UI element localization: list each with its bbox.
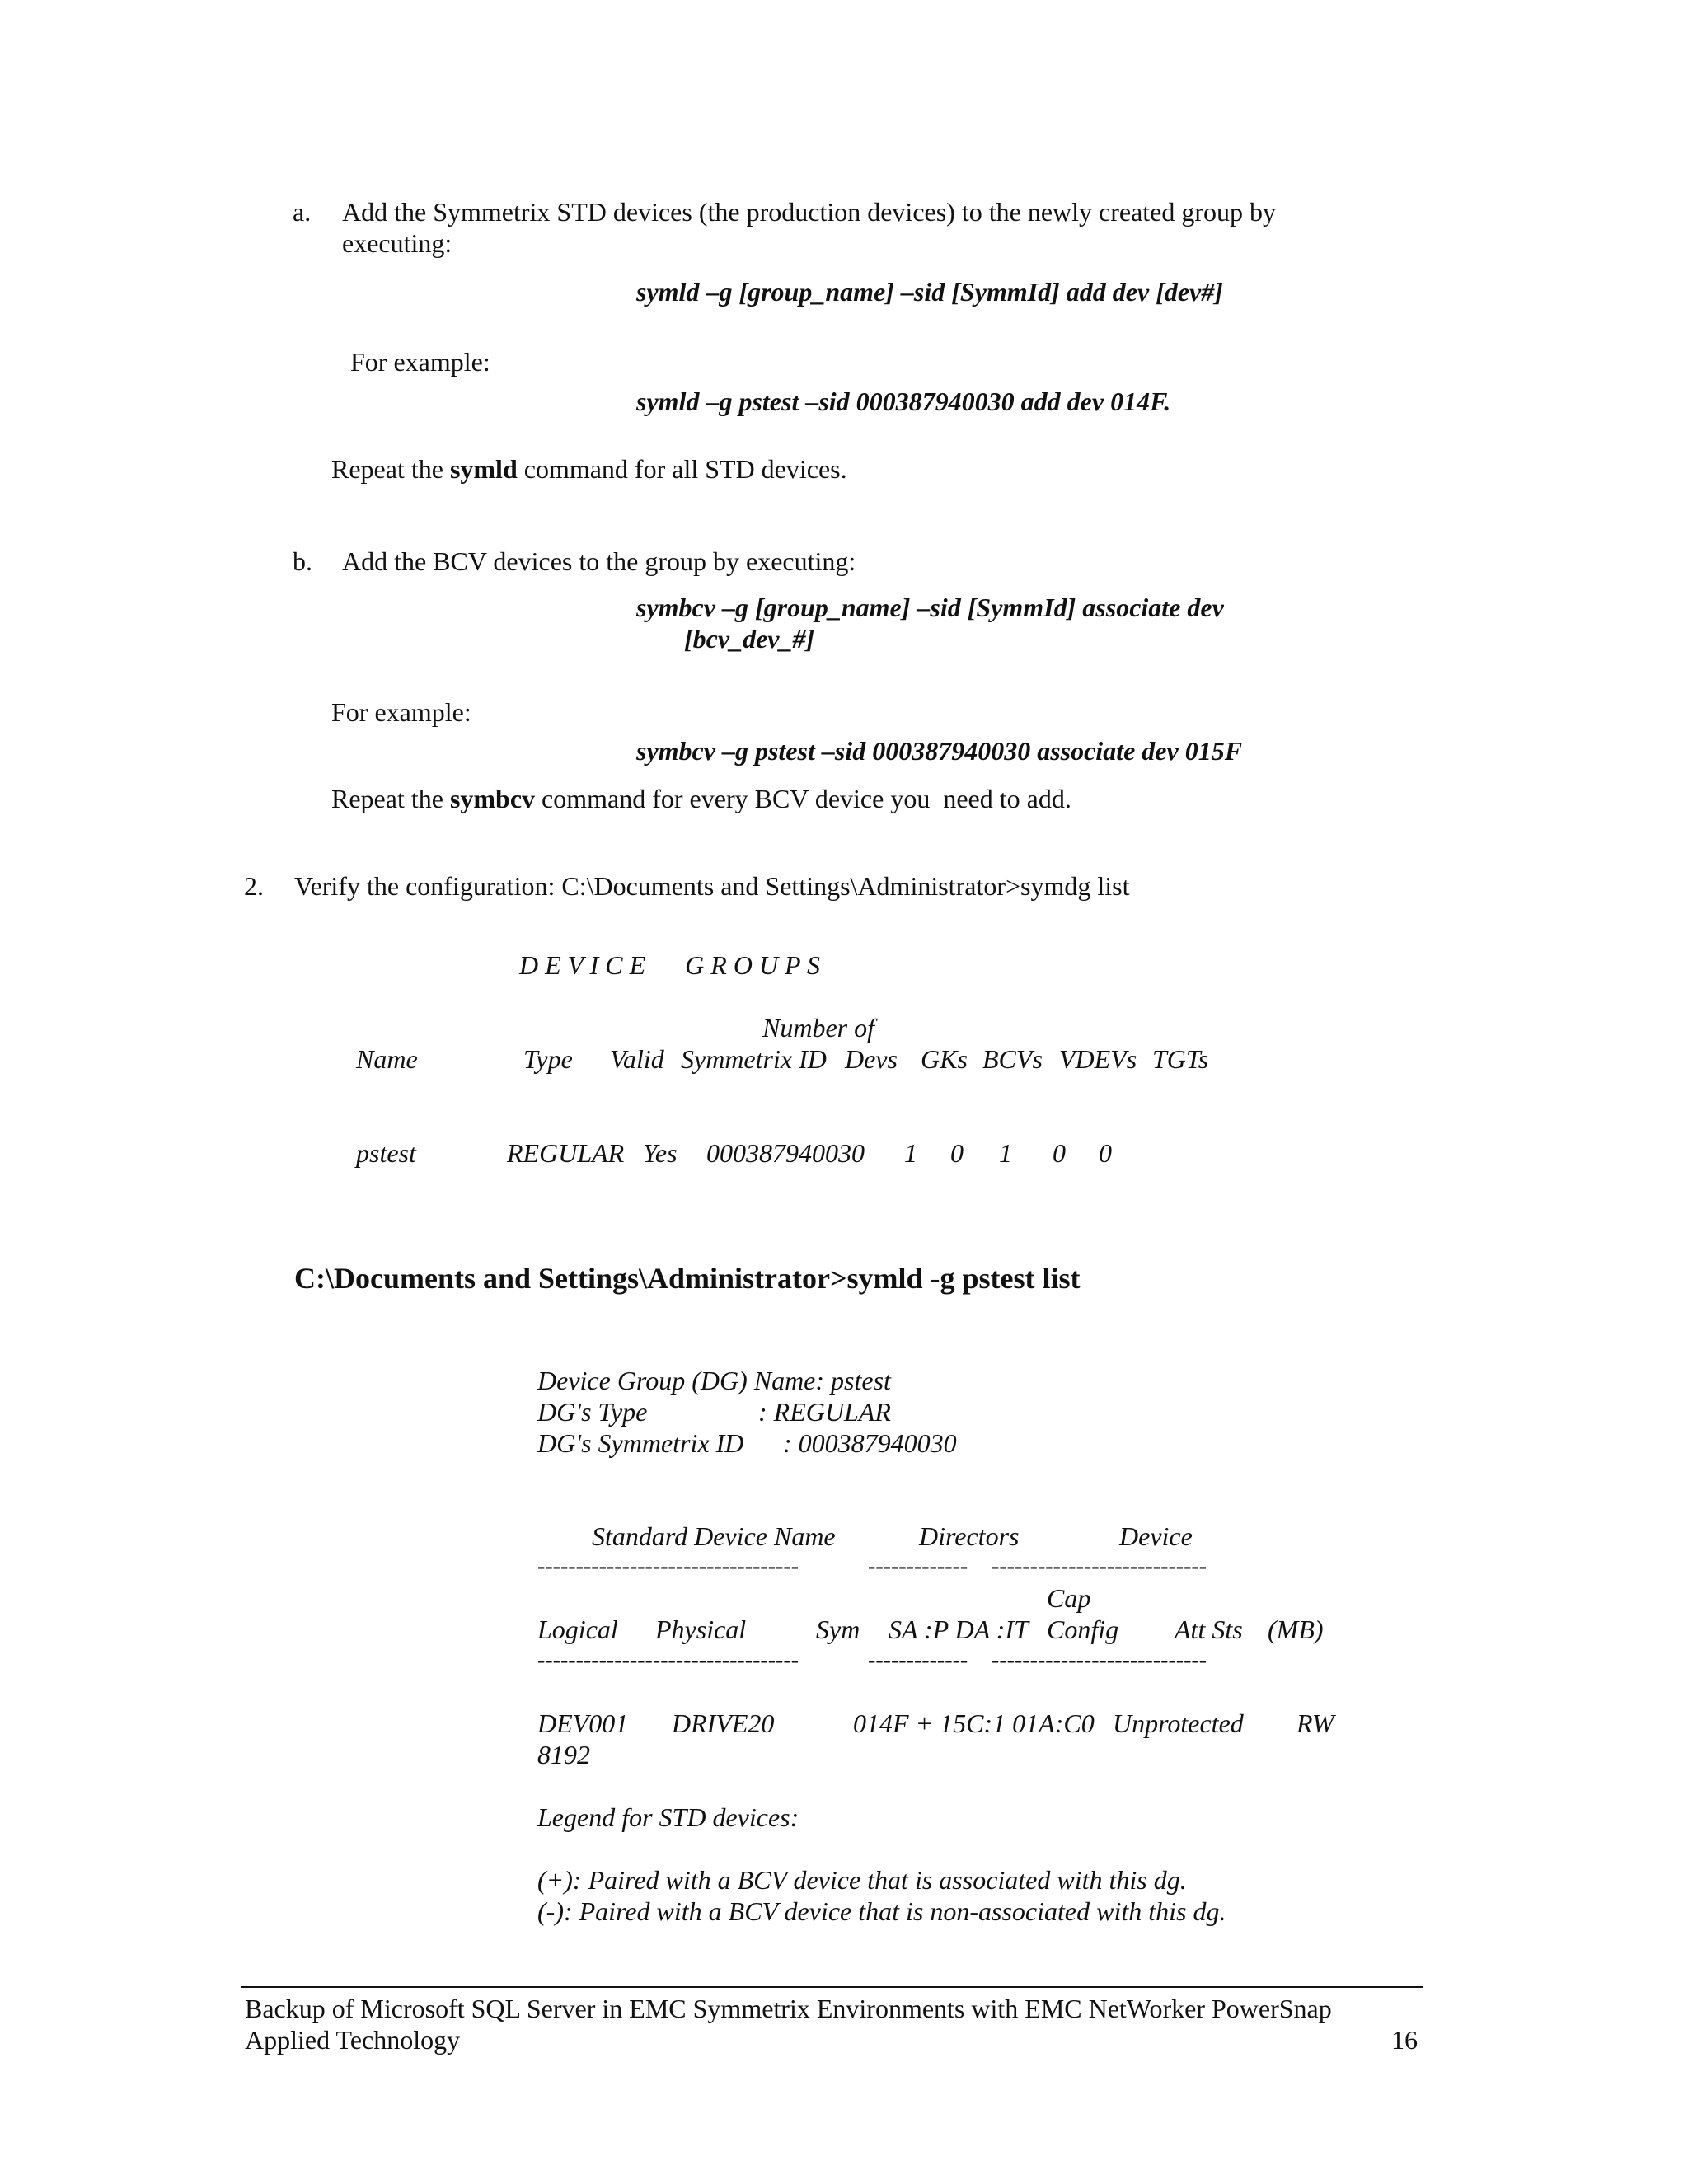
step-b-repeat-post: command for every BCV device you need to add. <box>535 784 1071 813</box>
device-groups-title: D E V I C E G R O U P S <box>519 950 821 980</box>
dashes-device-2: ---------------------------- <box>992 1647 1207 1673</box>
page-number: 16 <box>1391 2025 1418 2055</box>
dg-header-tgts: TGTs <box>1152 1044 1209 1074</box>
footer-title: Backup of Microsoft SQL Server in EMC Symmetrix Environments with EMC NetWorker PowerSnap <box>245 1994 1332 2023</box>
row-capacity: 8192 <box>537 1740 590 1769</box>
step-a-repeat-cmd: symld <box>449 454 518 484</box>
dg-header-type: Type <box>523 1044 573 1074</box>
step-b-command-line2: [bcv_dev_#] <box>684 624 815 654</box>
row-config: Unprotected <box>1113 1708 1244 1738</box>
dg-cell-symmetrix-id: 000387940030 <box>706 1138 865 1168</box>
dashes-directors-1: ------------- <box>868 1554 968 1579</box>
step-a-repeat-pre: Repeat the <box>331 454 450 484</box>
row-physical: DRIVE20 <box>672 1708 775 1738</box>
step-a-example-label: For example: <box>350 347 490 377</box>
dg-type-value: : REGULAR <box>758 1397 891 1427</box>
dg-cell-type: REGULAR <box>507 1138 625 1168</box>
dg-name-line: Device Group (DG) Name: pstest <box>537 1366 891 1395</box>
legend-plus: (+): Paired with a BCV device that is associated with this dg. <box>537 1865 1187 1895</box>
row-logical: DEV001 <box>537 1708 629 1738</box>
dg-cell-gks: 0 <box>950 1138 964 1168</box>
dg-cell-valid: Yes <box>643 1138 678 1168</box>
footer-subtitle: Applied Technology <box>245 2025 461 2055</box>
dg-header-vdevs: VDEVs <box>1059 1044 1137 1074</box>
col-header-logical: Logical <box>537 1615 618 1644</box>
step-a-marker: a. <box>293 197 312 227</box>
legend-minus: (-): Paired with a BCV device that is non-associated with this dg. <box>537 1896 1226 1926</box>
step-b-repeat-cmd: symbcv <box>449 784 536 813</box>
dashes-directors-2: ------------- <box>868 1647 968 1673</box>
col-header-att-sts: Att Sts <box>1175 1615 1243 1644</box>
symld-list-heading: C:\Documents and Settings\Administrator>symld -g pstest list <box>294 1262 1081 1295</box>
dg-header-valid: Valid <box>610 1044 664 1074</box>
step-b-repeat <box>331 783 1071 814</box>
col-header-mb: (MB) <box>1268 1615 1324 1644</box>
step-b-repeat-pre: Repeat the <box>331 784 450 813</box>
dg-type-label: DG's Type <box>537 1397 648 1427</box>
dg-cell-bcvs: 1 <box>999 1138 1012 1168</box>
dashes-standard-1: ---------------------------------- <box>537 1554 799 1579</box>
step-a-repeat-post: command for all STD devices. <box>517 454 847 484</box>
step-2-marker: 2. <box>244 871 264 901</box>
step-a-text-line2: executing: <box>342 228 452 258</box>
col-header-physical: Physical <box>655 1615 747 1644</box>
step-b-example-label: For example: <box>331 697 471 727</box>
step-2-text: Verify the configuration: C:\Documents and Settings\Administrator>symdg list <box>294 871 1130 901</box>
step-b-command-line1: symbcv –g [group_name] –sid [SymmId] associate dev <box>636 593 1224 622</box>
step-b-text: Add the BCV devices to the group by executing: <box>342 546 856 576</box>
dg-header-devs: Devs <box>845 1044 898 1074</box>
dg-cell-name: pstest <box>356 1138 416 1168</box>
dg-header-name: Name <box>356 1044 418 1074</box>
dg-symid-label: DG's Symmetrix ID <box>537 1428 744 1458</box>
step-a-command: symld –g [group_name] –sid [SymmId] add dev [dev#] <box>636 277 1223 307</box>
section-header-standard-device-name: Standard Device Name <box>592 1521 836 1551</box>
dg-cell-vdevs: 0 <box>1053 1138 1066 1168</box>
footer-rule <box>241 1986 1423 1988</box>
dg-cell-devs: 1 <box>904 1138 917 1168</box>
row-sym-directors: 014F + 15C:1 01A:C0 <box>853 1708 1095 1738</box>
section-header-directors: Directors <box>919 1521 1020 1551</box>
col-header-sym: Sym <box>816 1615 860 1644</box>
cap-label: Cap <box>1047 1583 1091 1613</box>
row-att-sts: RW <box>1296 1708 1334 1738</box>
dg-header-symmetrix-id: Symmetrix ID <box>681 1044 827 1074</box>
step-a-repeat <box>331 453 847 485</box>
section-header-device: Device <box>1119 1521 1193 1551</box>
dg-cell-tgts: 0 <box>1099 1138 1112 1168</box>
dg-header-gks: GKs <box>921 1044 968 1074</box>
step-b-example-command: symbcv –g pstest –sid 000387940030 associate dev 015F <box>636 736 1243 766</box>
col-header-config: Config <box>1047 1615 1119 1644</box>
step-a-example-command: symld –g pstest –sid 000387940030 add dev 014F. <box>636 387 1171 416</box>
device-groups-number-of: Number of <box>762 1013 874 1043</box>
legend-title: Legend for STD devices: <box>537 1802 799 1832</box>
dg-symid-value: : 000387940030 <box>783 1428 957 1458</box>
dg-header-bcvs: BCVs <box>982 1044 1043 1074</box>
col-header-directors: SA :P DA :IT <box>889 1615 1029 1644</box>
step-a-text-line1: Add the Symmetrix STD devices (the production devices) to the newly created group by <box>342 197 1277 227</box>
dashes-standard-2: ---------------------------------- <box>537 1647 799 1673</box>
step-b-marker: b. <box>293 546 312 576</box>
dashes-device-1: ---------------------------- <box>992 1554 1207 1579</box>
